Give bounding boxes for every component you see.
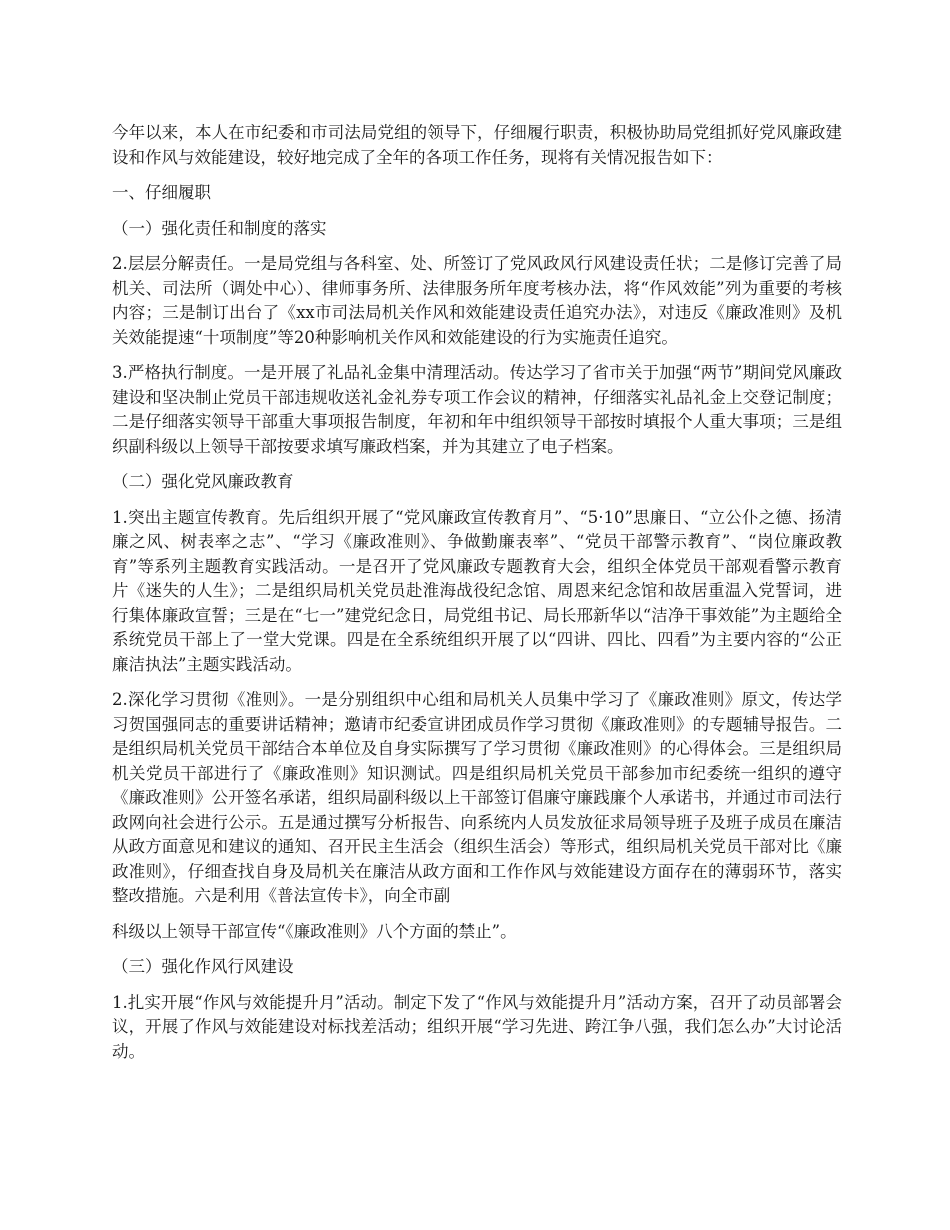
subsection-heading-3: （三）强化作风行风建设 — [112, 957, 294, 976]
subsection-heading-1: （一）强化责任和制度的落实 — [112, 218, 327, 238]
body-paragraph: 科级以上领导干部宣传“《廉政准则》八个方面的禁止”。 — [112, 921, 517, 941]
body-paragraph: 1.扎实开展“作风与效能提升月”活动。制定下发了“作风与效能提升月”活动方案，召开了动员部署会议，开展了作风与效能建设对标找差活动；组织开展“学习先进、跨江争八强，我们怎么办”大讨论活动。 — [112, 992, 842, 1061]
body-paragraph: 1.突出主题宣传教育。先后组织开展了“党风廉政宣传教育月”、“5·10”思廉日、“立公仆之德、扬清廉之风、树表率之志”、“学习《廉政准则》、争做勤廉表率”、“党员干部警示教育”、“岗位廉政教育”等系列主题教育实践活动。一是召开了党风廉政专题教育大会，组织全体党员干部观看警示教育片《迷失的人生》；二是组织局机关党员赴淮海战役纪念馆、周恩来纪念馆和故居重温入党誓词，进行集体廉政宣誓；三是在“七一”建党纪念日，局党组书记、局长邢新华以“洁净干事效能”为主题给全系统党员干部上了一堂大党课。四是在全系统组织开展了以“四讲、四比、四看”为主要内容的“公正廉洁执法”主题实践活动。 — [112, 507, 842, 674]
body-paragraph: 3.严格执行制度。一是开展了礼品礼金集中清理活动。传达学习了省市关于加强“两节”期间党风廉政建设和坚决制止党员干部违规收送礼金礼券专项工作会议的精神，仔细落实礼品礼金上交登记制度；二是仔细落实领导干部重大事项报告制度，年初和年中组织领导干部按时填报个人重大事项；三是组织副科级以上领导干部按要求填写廉政档案，并为其建立了电子档案。 — [112, 363, 842, 456]
subsection-heading-2: （二）强化党风廉政教育 — [112, 472, 294, 491]
body-paragraph: 2.深化学习贯彻《准则》。一是分别组织中心组和局机关人员集中学习了《廉政准则》原文，传达学习贺国强同志的重要讲话精神；邀请市纪委宣讲团成员作学习贯彻《廉政准则》的专题辅导报告。二是组织局机关党员干部结合本单位及自身实际撰写了学习贯彻《廉政准则》的心得体会。三是组织局机关党员干部进行了《廉政准则》知识测试。四是组织局机关党员干部参加市纪委统一组织的遵守《廉政准则》公开签名承诺，组织局副科级以上干部签订倡廉守廉践廉个人承诺书，并通过市司法行政网向社会进行公示。五是通过撰写分析报告、向系统内人员发放征求局领导班子及班子成员在廉洁从政方面意见和建议的通知、召开民主生活会（组织生活会）等形式，组织局机关党员干部对比《廉政准则》，仔细查找自身及局机关在廉洁从政方面和工作作风与效能建设方面存在的薄弱环节，落实整改措施。六是利用《普法宣传卡》，向全市副 — [112, 690, 842, 905]
section-heading-1: 一、仔细履职 — [112, 183, 211, 202]
intro-paragraph: 今年以来，本人在市纪委和市司法局党组的领导下，仔细履行职责，积极协助局党组抓好党风廉政建设和作风与效能建设，较好地完成了全年的各项工作任务，现将有关情况报告如下： — [112, 123, 842, 167]
document-body — [112, 121, 842, 1075]
body-paragraph: 2.层层分解责任。一是局党组与各科室、处、所签订了党风政风行风建设责任状；二是修订完善了局机关、司法所（调处中心）、律师事务所、法律服务所年度考核办法，将“作风效能”列为重要的考核内容；三是制订出台了《xx市司法局机关作风和效能建设责任追究办法》，对违反《廉政准则》及机关效能提速“十项制度”等20种影响机关作风和效能建设的行为实施责任追究。 — [112, 254, 842, 347]
